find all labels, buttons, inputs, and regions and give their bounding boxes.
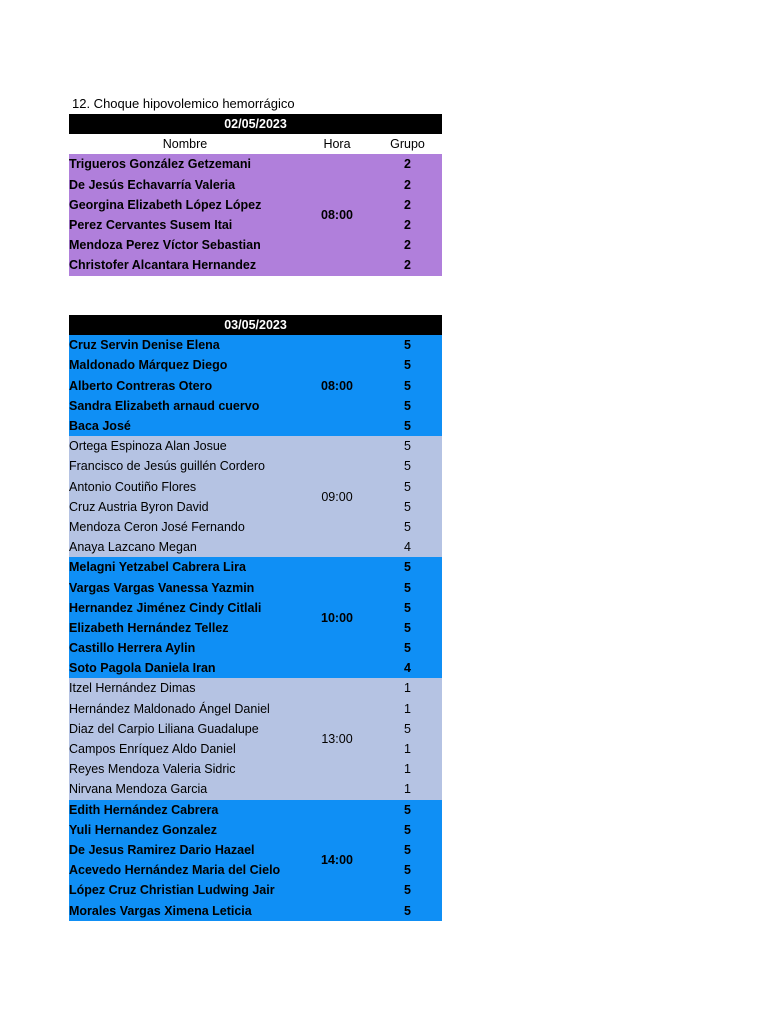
student-name: Reyes Mendoza Valeria Sidric [69, 759, 301, 779]
group-number: 5 [373, 477, 442, 497]
table-row [69, 195, 442, 215]
student-name: López Cruz Christian Ludwing Jair [69, 880, 301, 900]
group-number: 5 [373, 800, 442, 820]
time-slot: 14:00 [301, 800, 373, 921]
schedule-table-2 [69, 315, 442, 921]
student-name: Anaya Lazcano Megan [69, 537, 301, 557]
student-name: Hernández Maldonado Ángel Daniel [69, 699, 301, 719]
group-number: 5 [373, 376, 442, 396]
student-name: Nirvana Mendoza Garcia [69, 779, 301, 799]
group-number: 5 [373, 880, 442, 900]
table-row [69, 880, 442, 900]
group-number: 5 [373, 456, 442, 476]
table-row [69, 436, 442, 456]
group-number: 1 [373, 699, 442, 719]
date-header: 02/05/2023 [69, 114, 442, 134]
time-slot: 08:00 [301, 154, 373, 275]
group-number: 5 [373, 820, 442, 840]
group-number: 2 [373, 175, 442, 195]
group-number: 5 [373, 840, 442, 860]
group-number: 5 [373, 517, 442, 537]
group-number: 5 [373, 396, 442, 416]
student-name: Christofer Alcantara Hernandez [69, 255, 301, 275]
table-row [69, 497, 442, 517]
student-name: Trigueros González Getzemani [69, 154, 301, 174]
student-name: Sandra Elizabeth arnaud cuervo [69, 396, 301, 416]
table-row [69, 355, 442, 375]
student-name: Alberto Contreras Otero [69, 376, 301, 396]
student-name: Diaz del Carpio Liliana Guadalupe [69, 719, 301, 739]
table-row [69, 779, 442, 799]
student-name: Edith Hernández Cabrera [69, 800, 301, 820]
table-row [69, 154, 442, 174]
table-row [69, 800, 442, 820]
student-name: Hernandez Jiménez Cindy Citlali [69, 598, 301, 618]
group-number: 1 [373, 779, 442, 799]
table-row [69, 456, 442, 476]
group-number: 5 [373, 335, 442, 355]
student-name: Morales Vargas Ximena Leticia [69, 900, 301, 920]
group-number: 5 [373, 497, 442, 517]
table-row [69, 517, 442, 537]
student-name: Vargas Vargas Vanessa Yazmin [69, 577, 301, 597]
group-number: 5 [373, 577, 442, 597]
group-number: 5 [373, 355, 442, 375]
student-name: Ortega Espinoza Alan Josue [69, 436, 301, 456]
group-number: 5 [373, 416, 442, 436]
student-name: Georgina Elizabeth López López [69, 195, 301, 215]
table-row [69, 618, 442, 638]
group-number: 5 [373, 557, 442, 577]
student-name: Maldonado Márquez Diego [69, 355, 301, 375]
table-row [69, 537, 442, 557]
table-row [69, 638, 442, 658]
table-body [69, 335, 442, 920]
student-name: Francisco de Jesús guillén Cordero [69, 456, 301, 476]
time-slot: 08:00 [301, 335, 373, 436]
date-header-row [69, 315, 442, 335]
student-name: Antonio Coutiño Flores [69, 477, 301, 497]
student-name: Melagni Yetzabel Cabrera Lira [69, 557, 301, 577]
table-body [69, 154, 442, 275]
student-name: Mendoza Perez Víctor Sebastian [69, 235, 301, 255]
table-row [69, 416, 442, 436]
group-number: 2 [373, 195, 442, 215]
table-row [69, 215, 442, 235]
date-header-row [69, 114, 442, 134]
table-row [69, 376, 442, 396]
group-number: 5 [373, 638, 442, 658]
group-number: 2 [373, 235, 442, 255]
table-row [69, 820, 442, 840]
student-name: Acevedo Hernández Maria del Cielo [69, 860, 301, 880]
group-number: 5 [373, 618, 442, 638]
table-row [69, 840, 442, 860]
group-number: 5 [373, 598, 442, 618]
student-name: Castillo Herrera Aylin [69, 638, 301, 658]
table-row [69, 396, 442, 416]
column-header-row [69, 134, 442, 154]
date-header: 03/05/2023 [69, 315, 442, 335]
table-row [69, 598, 442, 618]
time-slot: 13:00 [301, 678, 373, 799]
column-header-grupo: Grupo [373, 134, 442, 154]
group-number: 2 [373, 154, 442, 174]
table-row [69, 860, 442, 880]
group-number: 5 [373, 719, 442, 739]
table-row [69, 477, 442, 497]
group-number: 5 [373, 436, 442, 456]
table-row [69, 658, 442, 678]
student-name: Soto Pagola Daniela Iran [69, 658, 301, 678]
time-slot: 09:00 [301, 436, 373, 557]
table-row [69, 577, 442, 597]
table-row [69, 699, 442, 719]
table-row [69, 759, 442, 779]
group-number: 1 [373, 739, 442, 759]
table-row [69, 235, 442, 255]
table-row [69, 900, 442, 920]
table-row [69, 678, 442, 698]
student-name: Perez Cervantes Susem Itai [69, 215, 301, 235]
student-name: Itzel Hernández Dimas [69, 678, 301, 698]
student-name: Cruz Servin Denise Elena [69, 335, 301, 355]
sheet-title: 12. Choque hipovolemico hemorrágico [72, 96, 295, 111]
group-number: 1 [373, 759, 442, 779]
time-slot: 10:00 [301, 557, 373, 678]
student-name: De Jesus Ramirez Dario Hazael [69, 840, 301, 860]
table-row [69, 255, 442, 275]
table-row [69, 739, 442, 759]
group-number: 1 [373, 678, 442, 698]
column-header-hora: Hora [301, 134, 373, 154]
schedule-table-1 [69, 114, 442, 276]
group-number: 2 [373, 215, 442, 235]
table-row [69, 557, 442, 577]
student-name: Yuli Hernandez Gonzalez [69, 820, 301, 840]
group-number: 4 [373, 537, 442, 557]
group-number: 5 [373, 860, 442, 880]
student-name: Elizabeth Hernández Tellez [69, 618, 301, 638]
column-header-nombre: Nombre [69, 134, 301, 154]
student-name: Mendoza Ceron José Fernando [69, 517, 301, 537]
group-number: 2 [373, 255, 442, 275]
table-row [69, 335, 442, 355]
table-row [69, 719, 442, 739]
table-row [69, 175, 442, 195]
student-name: Campos Enríquez Aldo Daniel [69, 739, 301, 759]
group-number: 5 [373, 900, 442, 920]
student-name: De Jesús Echavarría Valeria [69, 175, 301, 195]
student-name: Baca José [69, 416, 301, 436]
student-name: Cruz Austria Byron David [69, 497, 301, 517]
group-number: 4 [373, 658, 442, 678]
